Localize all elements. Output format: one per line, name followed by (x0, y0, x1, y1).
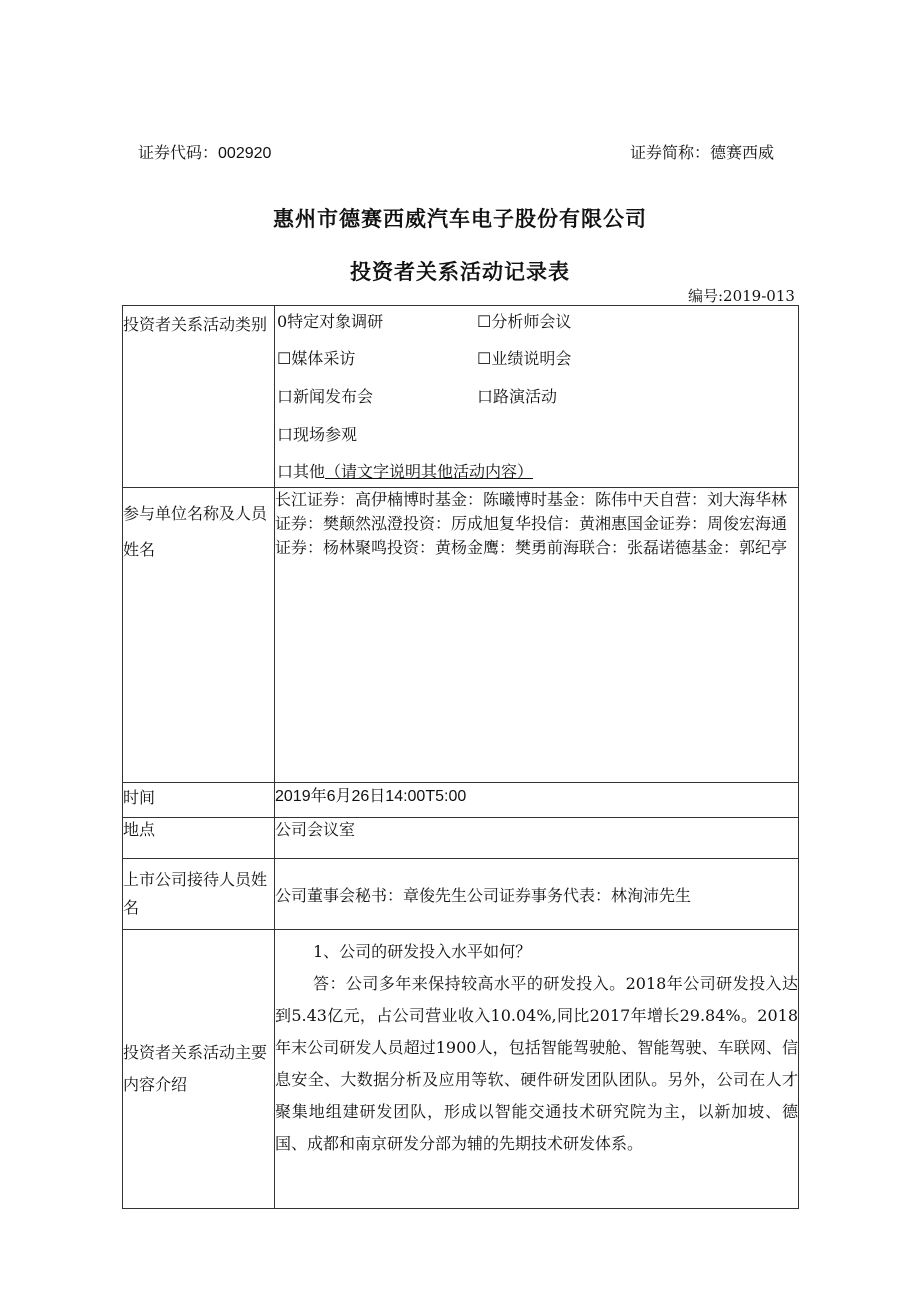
activity-type-label: 投资者关系活动类别 (123, 306, 275, 488)
activity-type-cell (275, 306, 799, 488)
security-short-name-value: 德赛西威 (710, 143, 775, 162)
time-label: 时间 (123, 783, 275, 818)
row-activity-type (123, 306, 799, 488)
place-label: 地点 (123, 818, 275, 859)
option-earnings-briefing[interactable]: ☐业绩说明会 (477, 349, 572, 368)
content-label: 投资者关系活动主要内容介绍 (123, 930, 275, 1209)
option-site-visit[interactable]: 口现场参观 (277, 425, 358, 444)
row-content (123, 930, 799, 1209)
content-cell (275, 930, 799, 1209)
company-title: 惠州市德赛西威汽车电子股份有限公司 (273, 207, 647, 231)
record-table (122, 305, 799, 1209)
option-press-conference[interactable]: 口新闻发布会 (277, 387, 374, 406)
document-title: 投资者关系活动记录表 (350, 260, 570, 284)
serial-number: 编号:2019-013 (688, 287, 795, 305)
participants-label: 参与单位名称及人员姓名 (123, 488, 275, 783)
participants-value: 长江证券：高伊楠博时基金：陈曦博时基金：陈伟中天自营：刘大海华林证券：樊颠然泓澄投资：厉成旭复华投信：黄湘惠国金证券：周俊宏海通证券：杨林聚鸣投资：黄杨金鹰：樊勇前海联合：张磊诺德基金：郭纪亭 (275, 488, 799, 783)
option-roadshow[interactable]: 口路演活动 (477, 387, 558, 406)
security-code-label: 证券代码： (138, 143, 219, 162)
content-question: 1、公司的研发投入水平如何？ (313, 942, 532, 961)
option-other-label: 口其他 (277, 462, 326, 481)
security-short-name (630, 140, 774, 163)
content-answer: 答：公司多年来保持较高水平的研发投入。2018年公司研发投入达到5.43亿元，占公司营业收入10.04%,同比2017年增长29.84%。2018年末公司研发人员超过1900人，包括智能驾驶舱、智能驾驶、车联网、信息安全、大数据分析及应用等软、硬件研发团队团队。另外，公司在人才聚集地组建研发团队，形成以智能交通技术研究院为主，以新加坡、德国、成都和南京研发分部为辅的先期技术研发体系。 (275, 974, 798, 1153)
place-value: 公司会议室 (275, 818, 799, 859)
host-label: 上市公司接待人员姓名 (123, 859, 275, 930)
row-place (123, 818, 799, 859)
row-time (123, 783, 799, 818)
option-analyst-meeting[interactable]: ☐分析师会议 (477, 312, 572, 331)
option-other[interactable] (277, 459, 533, 482)
option-other-note: （请文字说明其他活动内容） (325, 462, 534, 481)
time-value: 2019年6月26日14:00T5:00 (275, 783, 799, 818)
security-code-value: 002920 (218, 145, 272, 162)
row-host (123, 859, 799, 930)
option-media-interview[interactable]: ☐媒体采访 (277, 349, 356, 368)
security-short-name-label: 证券简称： (630, 143, 711, 162)
option-specific-research[interactable]: 0特定对象调研 (277, 312, 384, 331)
security-code (138, 140, 271, 163)
row-participants (123, 488, 799, 783)
host-value: 公司董事会秘书：章俊先生公司证券事务代表：林洵沛先生 (275, 859, 799, 930)
